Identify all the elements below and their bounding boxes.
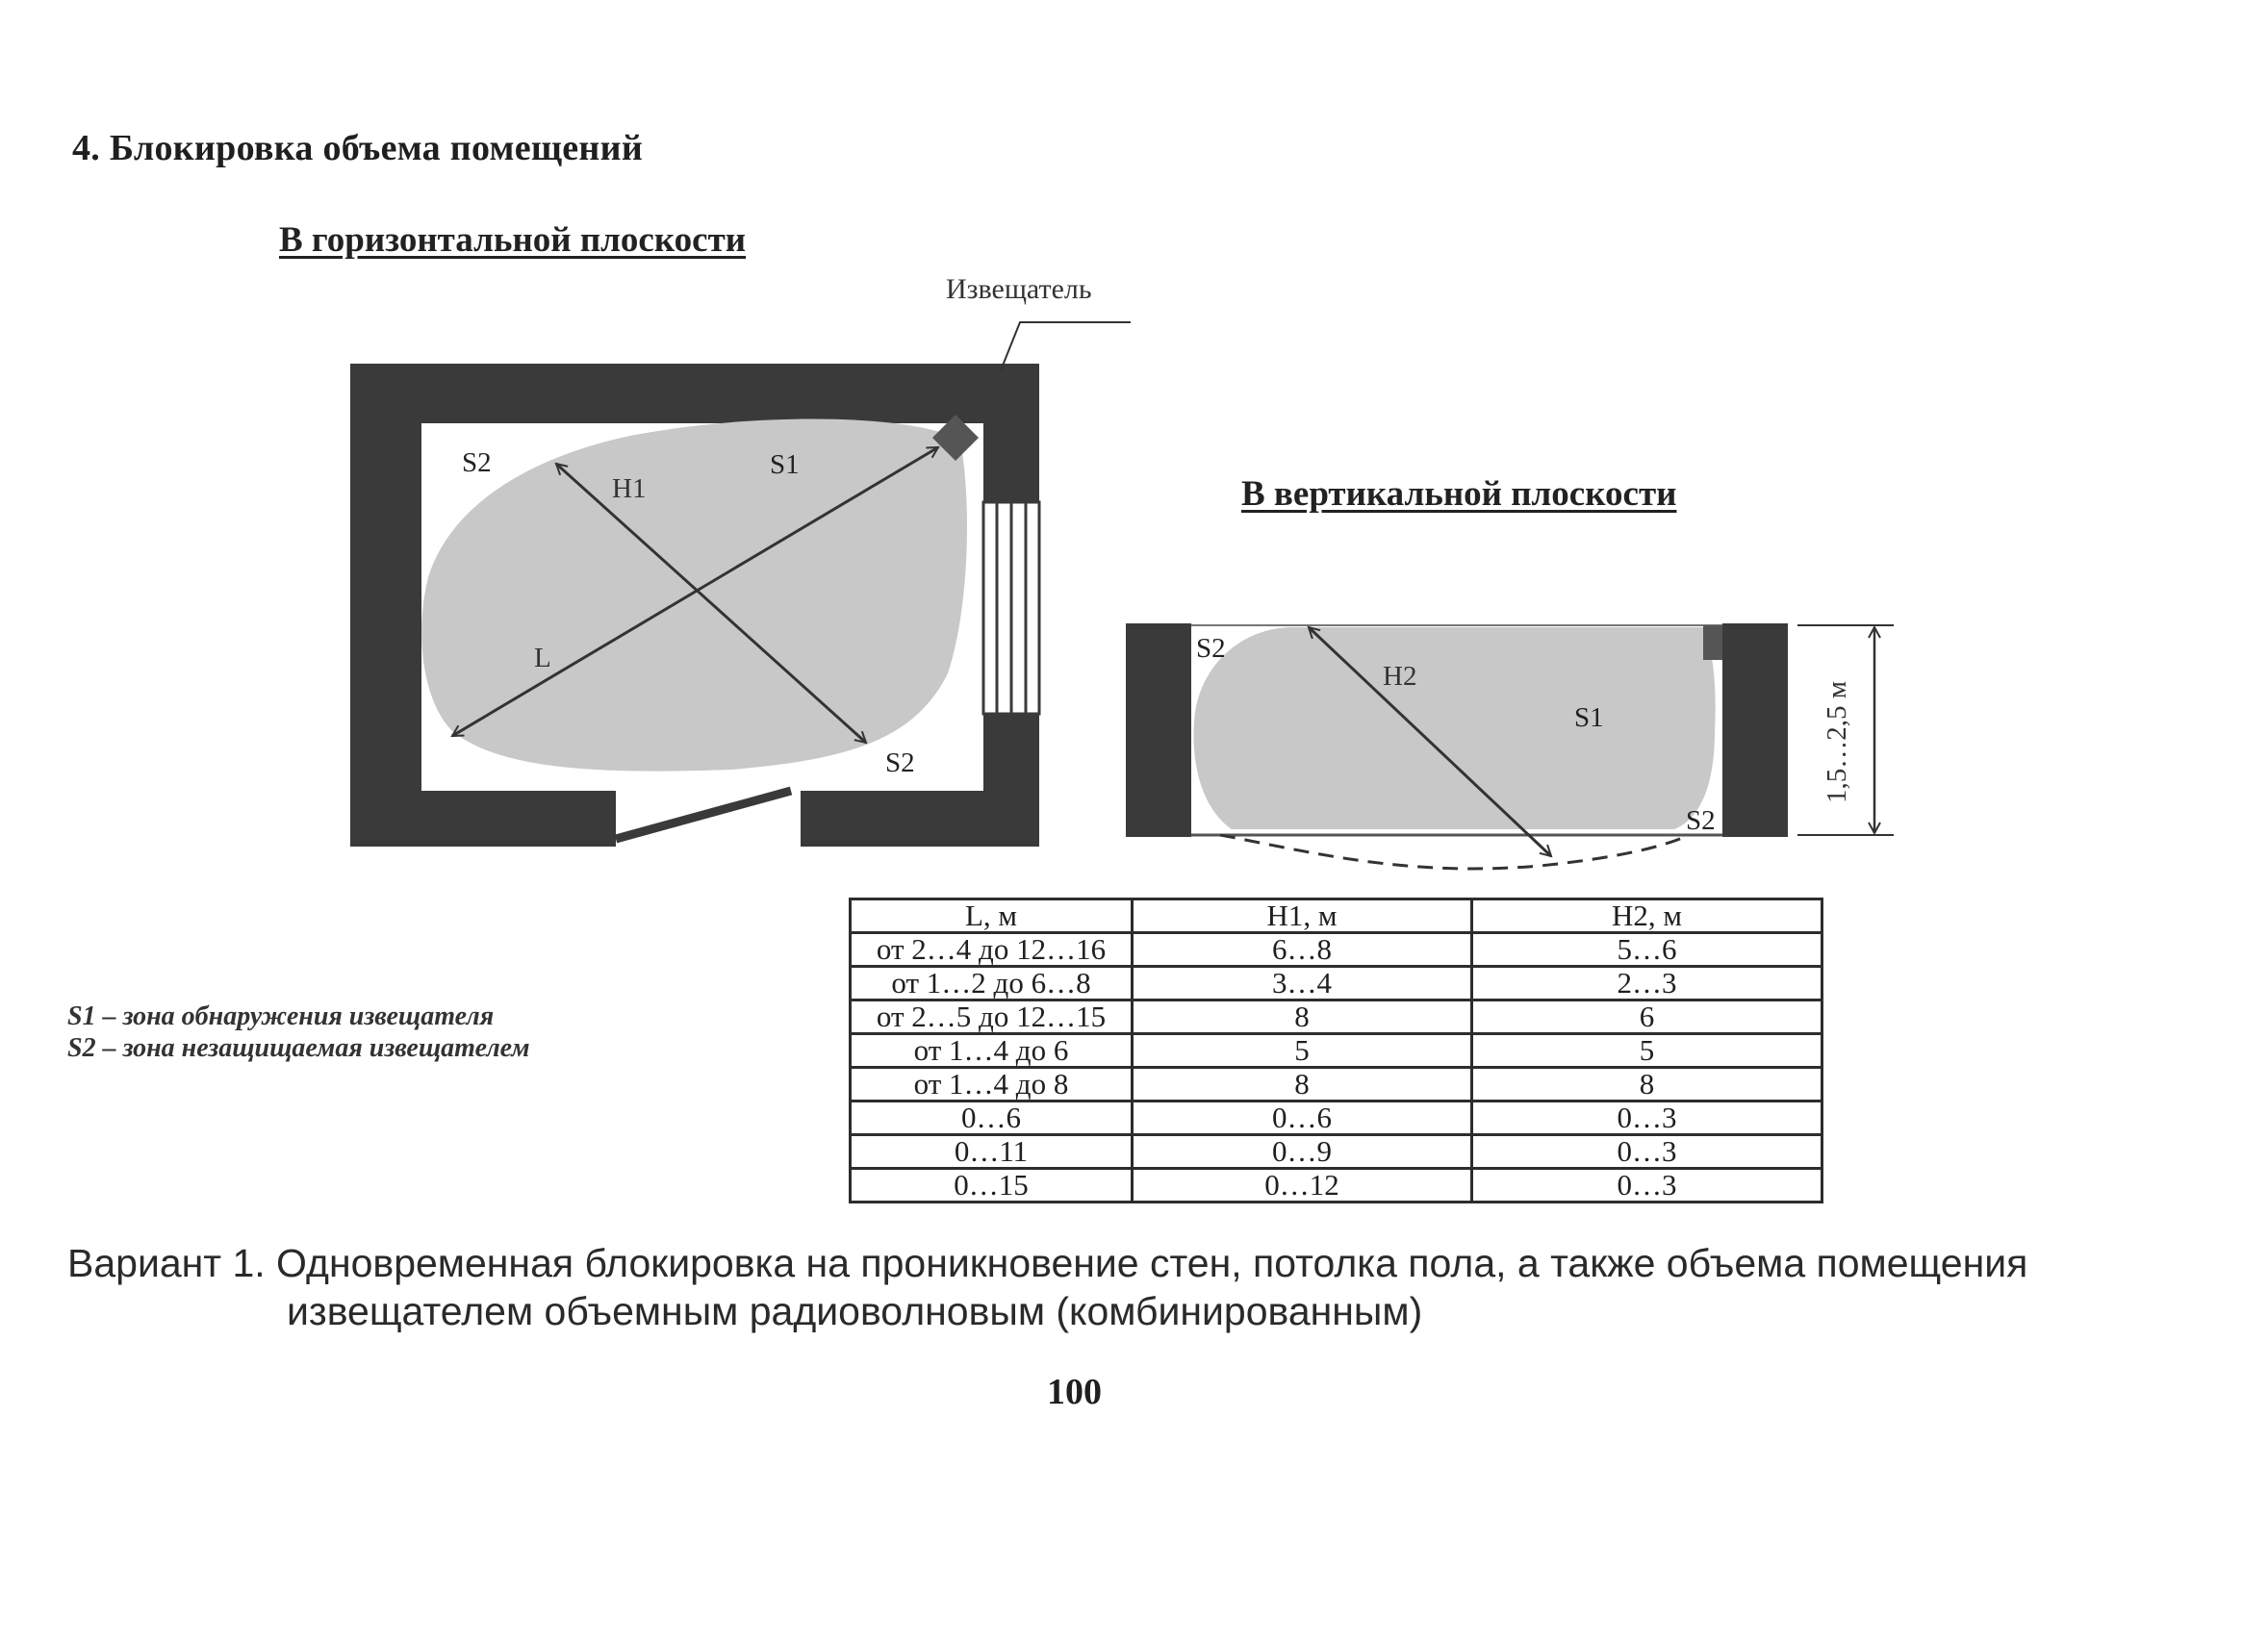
label-s2-right: S2: [1686, 805, 1716, 836]
right-wall: [1722, 623, 1788, 837]
col-header-h2: H2, м: [1472, 899, 1822, 933]
vertical-room: [1126, 623, 1894, 869]
table-row: [851, 1135, 1822, 1169]
cell-h1: 6…8: [1133, 933, 1472, 967]
cell-l: 0…15: [851, 1169, 1133, 1203]
table-header-row: [851, 899, 1822, 933]
table-row: [851, 1102, 1822, 1135]
table-row: [851, 1169, 1822, 1203]
cell-h2: 0…3: [1472, 1102, 1822, 1135]
cell-h1: 0…9: [1133, 1135, 1472, 1169]
cell-h1: 5: [1133, 1034, 1472, 1068]
label-s1: S1: [770, 449, 800, 480]
cell-h2: 6: [1472, 1000, 1822, 1034]
cell-l: от 1…4 до 6: [851, 1034, 1133, 1068]
label-h1: H1: [612, 473, 647, 504]
label-h2: H2: [1383, 661, 1417, 692]
horizontal-plane-title: В горизонтальной плоскости: [279, 220, 747, 260]
floor-penetration-zone: [1220, 835, 1689, 869]
table-row: [851, 1034, 1822, 1068]
vertical-plane-title: В вертикальной плоскости: [1241, 474, 1677, 514]
cell-l: от 2…5 до 12…15: [851, 1000, 1133, 1034]
height-dimension-label: 1,5…2,5 м: [1822, 680, 1852, 803]
table-row: [851, 933, 1822, 967]
cell-h1: 0…12: [1133, 1169, 1472, 1203]
caption-line-1: Вариант 1. Одновременная блокировка на проникновение стен, потолка пола, а также объема помещения: [67, 1241, 2028, 1285]
label-l: L: [534, 643, 551, 673]
label-s1-vertical: S1: [1574, 702, 1604, 733]
parameters-table: [849, 898, 1823, 1203]
detector-label: Извещатель: [946, 273, 1092, 305]
detector-callout: [1001, 322, 1131, 370]
cell-h2: 0…3: [1472, 1169, 1822, 1203]
cell-l: от 1…2 до 6…8: [851, 967, 1133, 1000]
section-heading: 4. Блокировка объема помещений: [72, 128, 644, 168]
cell-h2: 0…3: [1472, 1135, 1822, 1169]
label-s2-bottom: S2: [885, 747, 915, 778]
horizontal-room: [350, 273, 1131, 847]
cell-l: 0…11: [851, 1135, 1133, 1169]
table-row: [851, 967, 1822, 1000]
door: [616, 791, 791, 839]
cell-h1: 8: [1133, 1068, 1472, 1102]
page-number: 100: [1047, 1372, 1102, 1412]
legend: [67, 1000, 530, 1064]
col-header-l: L, м: [851, 899, 1133, 933]
cell-l: от 1…4 до 8: [851, 1068, 1133, 1102]
table-row: [851, 1068, 1822, 1102]
detector-vertical: [1703, 625, 1722, 660]
detection-zone-s1-vertical: [1194, 627, 1716, 829]
cell-h2: 2…3: [1472, 967, 1822, 1000]
caption-line-2: извещателем объемным радиоволновым (комбинированным): [287, 1289, 1423, 1333]
cell-h2: 5…6: [1472, 933, 1822, 967]
detection-zone-s1: [421, 418, 967, 771]
cell-h2: 8: [1472, 1068, 1822, 1102]
label-s2-left: S2: [1196, 633, 1226, 664]
cell-h1: 8: [1133, 1000, 1472, 1034]
legend-s1: S1 – зона обнаружения извещателя: [67, 1001, 495, 1031]
cell-h1: 3…4: [1133, 967, 1472, 1000]
label-s2-top: S2: [462, 447, 492, 478]
table-row: [851, 1000, 1822, 1034]
cell-h2: 5: [1472, 1034, 1822, 1068]
cell-l: 0…6: [851, 1102, 1133, 1135]
col-header-h1: H1, м: [1133, 899, 1472, 933]
legend-s2: S2 – зона незащищаемая извещателем: [67, 1033, 530, 1063]
cell-h1: 0…6: [1133, 1102, 1472, 1135]
cell-l: от 2…4 до 12…16: [851, 933, 1133, 967]
figure-caption: [67, 1239, 2027, 1335]
left-wall: [1126, 623, 1191, 837]
